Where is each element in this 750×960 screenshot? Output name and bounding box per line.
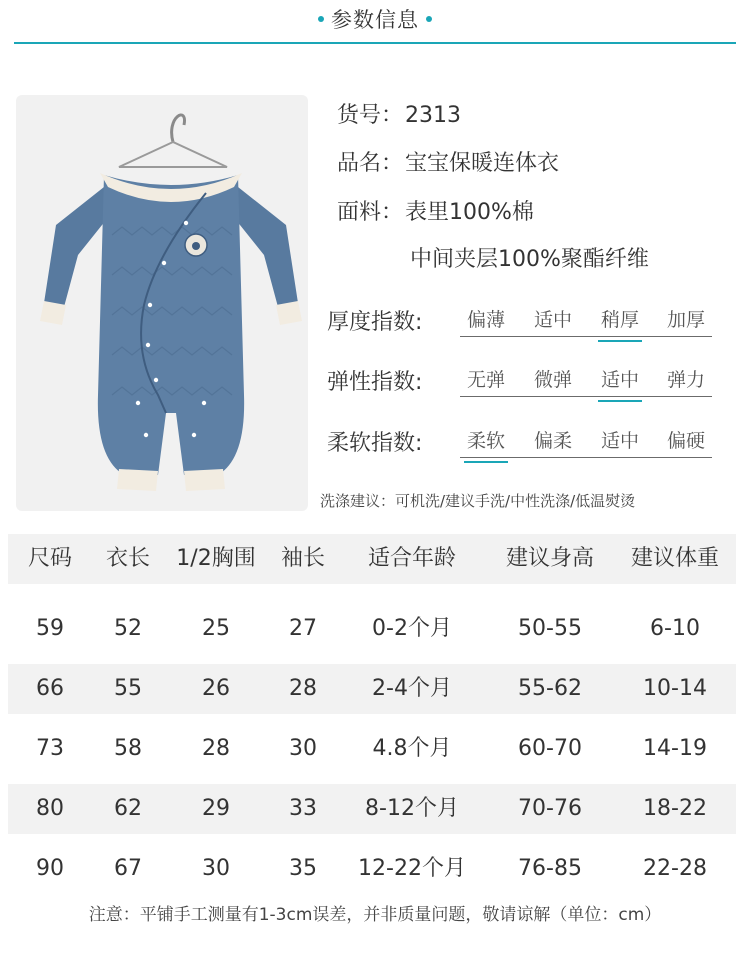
spec-label: 品名： bbox=[337, 151, 404, 176]
product-photo bbox=[16, 95, 308, 511]
table-cell: 90 bbox=[36, 856, 64, 881]
table-row bbox=[8, 724, 736, 774]
table-cell: 12-22个月 bbox=[358, 856, 466, 881]
table-cell: 10-14 bbox=[643, 676, 707, 701]
index-option-selected: 稍厚 bbox=[594, 305, 646, 332]
table-cell: 52 bbox=[114, 616, 142, 641]
table-header-row bbox=[8, 534, 736, 584]
table-cell: 6-10 bbox=[650, 616, 700, 641]
table-header: 尺码 bbox=[27, 546, 72, 571]
table-cell: 33 bbox=[289, 796, 317, 821]
table-cell: 14-19 bbox=[643, 736, 707, 761]
table-header: 袖长 bbox=[280, 546, 325, 571]
table-row bbox=[8, 784, 736, 834]
index-option: 弹力 bbox=[666, 369, 705, 391]
index-option: 偏薄 bbox=[466, 309, 505, 331]
table-cell: 59 bbox=[36, 616, 64, 641]
table-cell: 25 bbox=[202, 616, 230, 641]
index-option: 适中 bbox=[533, 309, 572, 331]
index-option-selected: 柔软 bbox=[460, 426, 512, 453]
spec-fabric bbox=[337, 195, 534, 226]
table-cell: 28 bbox=[202, 736, 230, 761]
table-cell: 0-2个月 bbox=[372, 616, 452, 641]
spec-value: 表里100%棉 bbox=[405, 200, 534, 225]
table-cell: 2-4个月 bbox=[372, 676, 452, 701]
table-cell: 60-70 bbox=[518, 736, 582, 761]
table-cell: 50-55 bbox=[518, 616, 582, 641]
index-scale bbox=[460, 363, 712, 403]
index-option: 偏硬 bbox=[666, 430, 705, 452]
table-cell: 76-85 bbox=[518, 856, 582, 881]
table-cell: 8-12个月 bbox=[365, 796, 459, 821]
selected-marker bbox=[598, 400, 642, 402]
table-cell: 28 bbox=[289, 676, 317, 701]
index-option: 加厚 bbox=[666, 309, 705, 331]
selected-marker bbox=[598, 340, 642, 342]
index-label: 弹性指数: bbox=[327, 370, 423, 395]
table-cell: 66 bbox=[36, 676, 64, 701]
table-cell: 29 bbox=[202, 796, 230, 821]
hanger-hook-icon bbox=[172, 115, 185, 142]
table-cell: 26 bbox=[202, 676, 230, 701]
index-option: 无弹 bbox=[466, 369, 505, 391]
table-row bbox=[8, 844, 736, 894]
spec-value: 2313 bbox=[405, 103, 462, 128]
table-header: 1/2胸围 bbox=[176, 546, 256, 571]
baby-romper-illustration bbox=[16, 95, 308, 511]
table-cell: 55 bbox=[114, 676, 142, 701]
header-divider bbox=[14, 42, 736, 44]
table-cell: 62 bbox=[114, 796, 142, 821]
index-scale bbox=[460, 303, 712, 343]
table-row bbox=[8, 664, 736, 714]
index-baseline bbox=[460, 396, 712, 397]
table-cell: 30 bbox=[202, 856, 230, 881]
table-cell: 80 bbox=[36, 796, 64, 821]
table-cell: 67 bbox=[114, 856, 142, 881]
dot-icon bbox=[318, 16, 324, 22]
table-cell: 58 bbox=[114, 736, 142, 761]
softness-index bbox=[327, 424, 717, 464]
table-cell: 73 bbox=[36, 736, 64, 761]
spec-value: 中间夹层100%聚酯纤维 bbox=[410, 247, 649, 272]
table-cell: 22-28 bbox=[643, 856, 707, 881]
table-cell: 27 bbox=[289, 616, 317, 641]
index-baseline bbox=[460, 336, 712, 337]
section-title bbox=[0, 4, 750, 34]
table-header: 适合年龄 bbox=[367, 546, 456, 571]
table-cell: 55-62 bbox=[518, 676, 582, 701]
index-baseline bbox=[460, 457, 712, 458]
table-header: 建议身高 bbox=[505, 546, 594, 571]
spec-label: 面料： bbox=[337, 200, 404, 225]
spec-product-name bbox=[337, 146, 559, 177]
table-cell: 35 bbox=[289, 856, 317, 881]
table-header: 建议体重 bbox=[630, 546, 719, 571]
table-cell: 18-22 bbox=[643, 796, 707, 821]
index-label: 厚度指数: bbox=[327, 310, 423, 335]
index-option: 适中 bbox=[600, 430, 639, 452]
spec-value: 宝宝保暖连体衣 bbox=[405, 151, 560, 176]
index-option: 偏柔 bbox=[533, 430, 572, 452]
index-label: 柔软指数: bbox=[327, 431, 423, 456]
index-scale bbox=[460, 424, 712, 464]
thickness-index bbox=[327, 303, 717, 343]
measurement-note: 注意：平铺手工测量有1-3cm误差，并非质量问题，敬请谅解（单位：cm） bbox=[88, 905, 662, 925]
table-cell: 70-76 bbox=[518, 796, 582, 821]
spec-item-number bbox=[337, 98, 461, 129]
spec-label: 货号： bbox=[337, 103, 404, 128]
spec-fabric-inner bbox=[410, 242, 649, 273]
index-option: 微弹 bbox=[533, 369, 572, 391]
table-header: 衣长 bbox=[105, 546, 150, 571]
section-header bbox=[0, 0, 750, 46]
dot-icon bbox=[426, 16, 432, 22]
table-cell: 4.8个月 bbox=[372, 736, 452, 761]
section-title-text: 参数信息 bbox=[331, 8, 419, 32]
wash-advice: 洗涤建议：可机洗/建议手洗/中性洗涤/低温熨烫 bbox=[320, 492, 636, 510]
index-option-selected: 适中 bbox=[594, 365, 646, 392]
elasticity-index bbox=[327, 363, 717, 403]
table-row bbox=[8, 604, 736, 654]
table-cell: 30 bbox=[289, 736, 317, 761]
selected-marker bbox=[464, 461, 508, 463]
